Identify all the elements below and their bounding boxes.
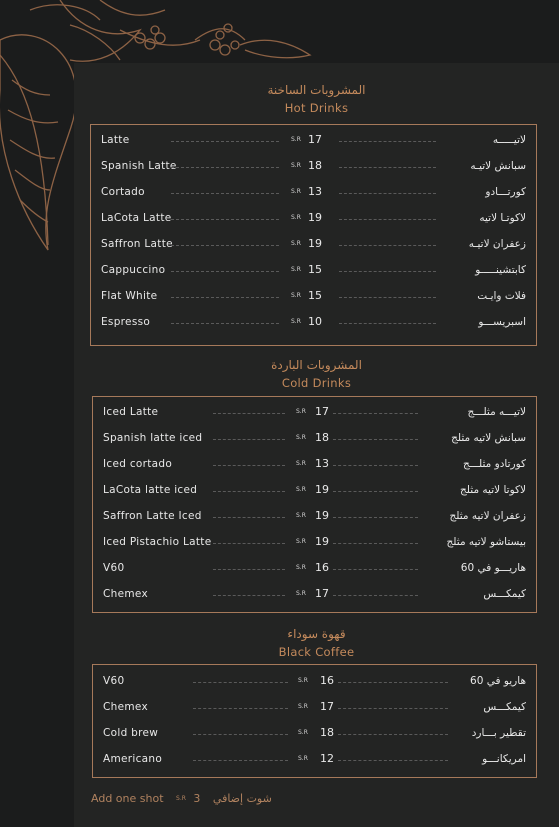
- item-name-en: Americano: [103, 753, 163, 765]
- item-currency: S.R: [291, 188, 301, 195]
- menu-item: [93, 751, 536, 767]
- dotted-leader: [193, 734, 288, 735]
- item-name-ar: لاكوتا لاتيه مثلج: [460, 484, 526, 496]
- item-price: 19: [308, 237, 322, 250]
- dotted-leader: [339, 219, 436, 220]
- item-price: 18: [315, 431, 329, 444]
- item-name-en: Cold brew: [103, 727, 159, 739]
- item-name-en: V60: [103, 562, 125, 574]
- item-currency: S.R: [296, 538, 306, 545]
- item-currency: S.R: [291, 292, 301, 299]
- item-price: 17: [315, 587, 329, 600]
- add-shot-price: 3: [193, 791, 201, 805]
- menu-item: [93, 699, 536, 715]
- item-currency: S.R: [291, 162, 301, 169]
- dotted-leader: [213, 491, 285, 492]
- dotted-leader: [333, 543, 418, 544]
- dotted-leader: [171, 219, 279, 220]
- dotted-leader: [213, 595, 285, 596]
- item-name-en: LaCota Latte: [101, 212, 172, 224]
- item-currency: S.R: [296, 408, 306, 415]
- menu-item: [93, 456, 536, 472]
- cold-drinks-list: [92, 396, 537, 613]
- dotted-leader: [339, 323, 436, 324]
- black-coffee-title-en: Black Coffee: [278, 645, 355, 659]
- item-name-en: Iced Pistachio Latte: [103, 536, 212, 548]
- item-price: 15: [308, 263, 322, 276]
- item-currency: S.R: [296, 512, 306, 519]
- item-name-ar: بيستاشو لاتيه مثلج: [446, 536, 526, 548]
- item-price: 19: [315, 509, 329, 522]
- dotted-leader: [333, 595, 418, 596]
- cold-drinks-title-en: Cold Drinks: [281, 376, 352, 390]
- dotted-leader: [193, 760, 288, 761]
- item-name-ar: زعفران لاتيه مثلج: [449, 510, 526, 522]
- menu-item: [91, 158, 536, 174]
- item-currency: S.R: [296, 590, 306, 597]
- hot-drinks-header: [74, 83, 559, 116]
- dotted-leader: [338, 682, 448, 683]
- menu-item: [91, 288, 536, 304]
- item-name-en: Saffron Latte: [101, 238, 173, 250]
- item-price: 16: [320, 674, 334, 687]
- dotted-leader: [213, 517, 285, 518]
- item-currency: S.R: [296, 564, 306, 571]
- dotted-leader: [213, 439, 285, 440]
- item-name-ar: امريكانـــو: [482, 753, 526, 765]
- item-name-en: Saffron Latte Iced: [103, 510, 202, 522]
- item-currency: S.R: [291, 318, 301, 325]
- item-name-ar: كورتادو مثلـــج: [463, 458, 526, 470]
- black-coffee-title-ar: قهوة سوداء: [287, 627, 346, 641]
- item-price: 15: [308, 289, 322, 302]
- dotted-leader: [171, 297, 279, 298]
- item-name-en: Chemex: [103, 588, 148, 600]
- item-price: 16: [315, 561, 329, 574]
- item-name-en: Espresso: [101, 316, 151, 328]
- dotted-leader: [171, 271, 279, 272]
- item-name-ar: كابتشينـــــو: [475, 264, 526, 276]
- item-name-en: Cappuccino: [101, 264, 166, 276]
- dotted-leader: [193, 682, 288, 683]
- dotted-leader: [213, 543, 285, 544]
- dotted-leader: [171, 167, 279, 168]
- hot-drinks-list: [90, 124, 537, 346]
- item-currency: S.R: [291, 266, 301, 273]
- item-currency: S.R: [298, 677, 308, 684]
- item-name-en: Spanish Latte: [101, 160, 177, 172]
- item-name-ar: فلات وايـت: [477, 290, 526, 302]
- add-shot-currency: S.R: [176, 794, 186, 802]
- item-name-ar: كيمكـــس: [483, 701, 526, 713]
- item-price: 19: [315, 535, 329, 548]
- dotted-leader: [333, 413, 418, 414]
- item-name-en: Cortado: [101, 186, 145, 198]
- dotted-leader: [339, 245, 436, 246]
- dotted-leader: [339, 297, 436, 298]
- dotted-leader: [338, 760, 448, 761]
- item-price: 19: [308, 211, 322, 224]
- item-name-en: Spanish latte iced: [103, 432, 203, 444]
- dotted-leader: [213, 569, 285, 570]
- dotted-leader: [333, 439, 418, 440]
- menu-item: [93, 430, 536, 446]
- menu-item: [93, 404, 536, 420]
- hot-drinks-title-ar: المشروبات الساخنة: [267, 83, 366, 97]
- item-price: 13: [315, 457, 329, 470]
- dotted-leader: [333, 517, 418, 518]
- item-price: 18: [308, 159, 322, 172]
- menu-item: [93, 534, 536, 550]
- item-name-en: Chemex: [103, 701, 148, 713]
- add-shot-note: [91, 791, 272, 805]
- menu-item: [93, 725, 536, 741]
- menu-item: [91, 262, 536, 278]
- item-price: 17: [320, 700, 334, 713]
- add-shot-ar: شوت إضافي: [212, 791, 272, 805]
- dotted-leader: [171, 141, 279, 142]
- dotted-leader: [333, 491, 418, 492]
- item-name-ar: كورتـــادو: [485, 186, 526, 198]
- item-currency: S.R: [298, 729, 308, 736]
- item-price: 17: [315, 405, 329, 418]
- item-name-ar: تقطير بـــارد: [471, 727, 526, 739]
- dotted-leader: [333, 465, 418, 466]
- item-price: 10: [308, 315, 322, 328]
- menu-item: [91, 236, 536, 252]
- dotted-leader: [339, 193, 436, 194]
- item-price: 13: [308, 185, 322, 198]
- dotted-leader: [339, 167, 436, 168]
- item-name-ar: هاريـــو في 60: [460, 562, 526, 574]
- dotted-leader: [171, 323, 279, 324]
- menu-item: [91, 314, 536, 330]
- item-name-ar: لاتيـــــه: [492, 134, 526, 146]
- item-price: 18: [320, 726, 334, 739]
- dotted-leader: [213, 413, 285, 414]
- dotted-leader: [339, 271, 436, 272]
- item-currency: S.R: [296, 486, 306, 493]
- dotted-leader: [338, 708, 448, 709]
- dotted-leader: [339, 141, 436, 142]
- item-name-en: Iced cortado: [103, 458, 173, 470]
- menu-item: [93, 508, 536, 524]
- item-name-ar: لاكوتـا لاتيه: [479, 212, 526, 224]
- item-name-en: LaCota latte iced: [103, 484, 198, 496]
- item-name-en: V60: [103, 675, 125, 687]
- item-currency: S.R: [291, 214, 301, 221]
- menu-item: [93, 586, 536, 602]
- item-name-en: Iced Latte: [103, 406, 159, 418]
- item-name-ar: لاتيـــه مثلـــج: [467, 406, 526, 418]
- item-currency: S.R: [291, 240, 301, 247]
- menu-item: [93, 560, 536, 576]
- cold-drinks-header: [74, 358, 559, 391]
- dotted-leader: [171, 245, 279, 246]
- item-currency: S.R: [296, 460, 306, 467]
- item-price: 19: [315, 483, 329, 496]
- item-price: 12: [320, 752, 334, 765]
- menu-item: [91, 184, 536, 200]
- item-name-ar: سبانش لاتيـه: [470, 160, 526, 172]
- menu-item: [91, 210, 536, 226]
- item-currency: S.R: [296, 434, 306, 441]
- dotted-leader: [193, 708, 288, 709]
- item-name-ar: سبانش لاتيه مثلج: [451, 432, 526, 444]
- add-shot-en: Add one shot: [91, 791, 164, 805]
- black-coffee-list: [92, 664, 537, 778]
- item-price: 17: [308, 133, 322, 146]
- item-name-ar: اسبريســـو: [478, 316, 526, 328]
- item-currency: S.R: [298, 703, 308, 710]
- black-coffee-header: [74, 627, 559, 660]
- dotted-leader: [213, 465, 285, 466]
- menu-item: [91, 132, 536, 148]
- dotted-leader: [338, 734, 448, 735]
- dotted-leader: [333, 569, 418, 570]
- item-currency: S.R: [291, 136, 301, 143]
- menu-item: [93, 482, 536, 498]
- item-currency: S.R: [298, 755, 308, 762]
- menu-item: [93, 673, 536, 689]
- item-name-ar: زعفران لاتيـه: [468, 238, 526, 250]
- item-name-en: Flat White: [101, 290, 158, 302]
- cold-drinks-title-ar: المشروبات الباردة: [271, 358, 362, 372]
- item-name-en: Latte: [101, 134, 130, 146]
- item-name-ar: هاريو في 60: [470, 675, 526, 687]
- hot-drinks-title-en: Hot Drinks: [284, 101, 349, 115]
- dotted-leader: [171, 193, 279, 194]
- item-name-ar: كيمكـــس: [483, 588, 526, 600]
